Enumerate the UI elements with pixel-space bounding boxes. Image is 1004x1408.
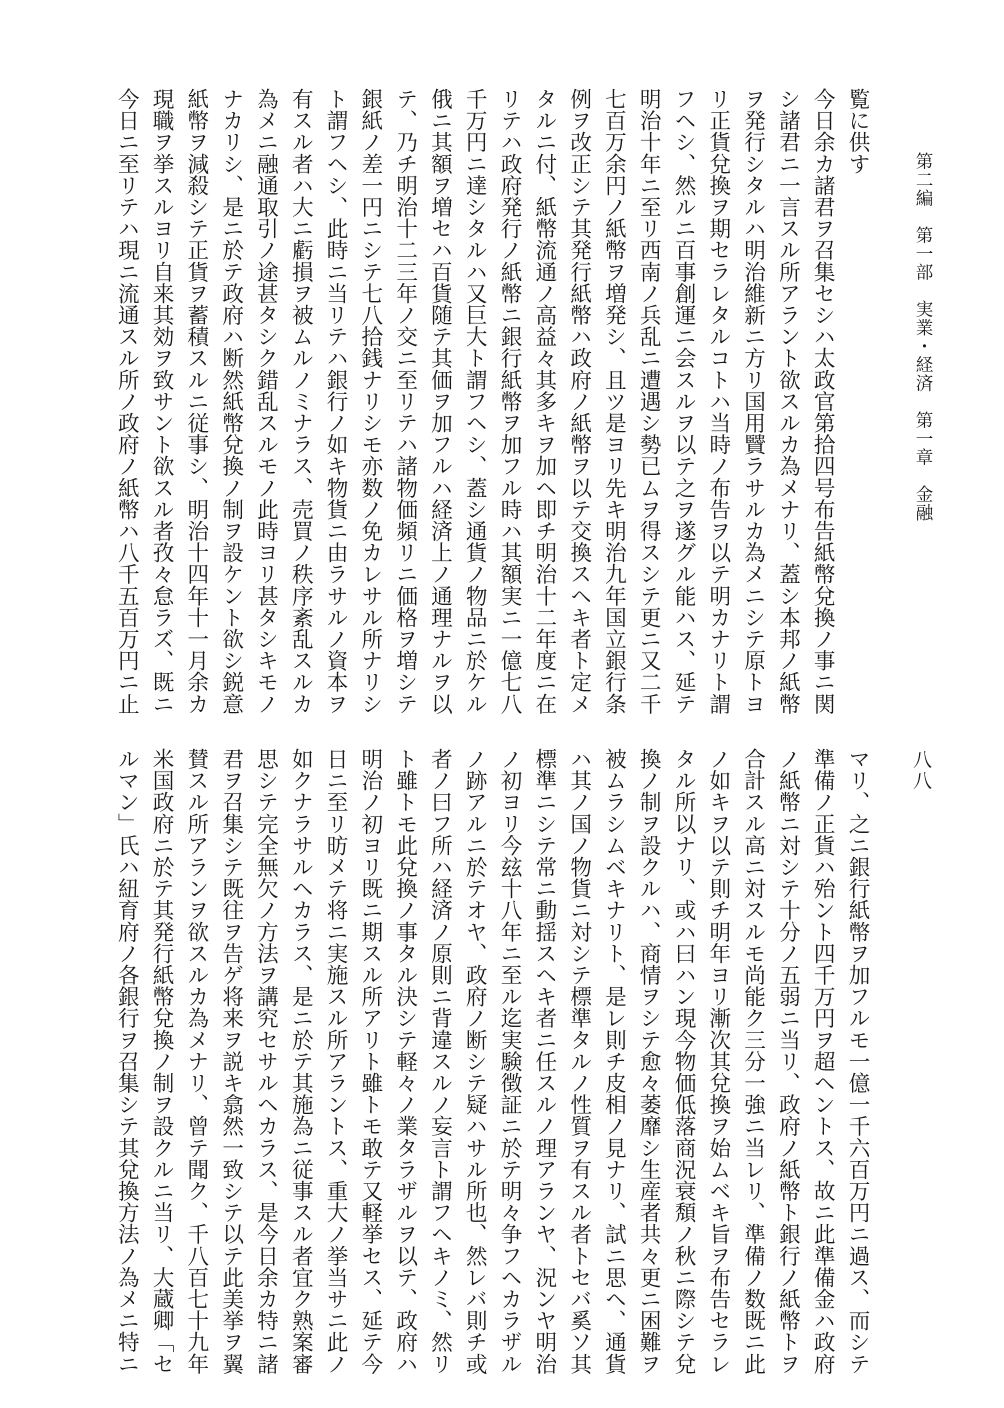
text-column: 合計スル高ニ対スルモ尚能ク三分一強ニ当レリ、準備ノ数既ニ此 bbox=[740, 748, 766, 1375]
text-column: ト雖トモ此兌換ノ事タル決シテ軽々ノ業タラザルヲ以テ、政府ハ bbox=[392, 748, 418, 1375]
text-column: 明治ノ初ヨリ既ニ期スル所アリト雖トモ敢テ又軽挙セス、延テ今 bbox=[357, 748, 383, 1375]
text-column: 為メニ融通取引ノ途甚タシク錯乱スルモノ此時ヨリ甚タシキモノ bbox=[253, 88, 279, 715]
text-column: 銀紙ノ差一円ニシテ七八拾銭ナリシモ亦数ノ免カレサル所ナリシ bbox=[357, 88, 383, 715]
text-column: 七百万余円ノ紙幣ヲ増発シ、且ツ是ヨリ先キ明治九年国立銀行条 bbox=[601, 88, 627, 715]
text-column: リテハ政府発行ノ紙幣ニ銀行紙幣ヲ加フル時ハ其額実ニ一億七八 bbox=[497, 88, 523, 715]
text-column: ヲ発行シタルハ明治維新ニ方リ国用贒ラサルカ為メニシテ原トヨ bbox=[740, 88, 766, 715]
text-column: 被ムラシムベキナリト、是レ則チ皮相ノ見ナリ、試ニ思ヘ、通貨 bbox=[601, 748, 627, 1375]
text-column: 米国政府ニ於テ其発行紙幣兌換ノ制ヲ設クルニ当リ、大蔵卿「セ bbox=[149, 748, 175, 1375]
text-column: 日ニ至リ昉メテ将ニ実施スル所アラントス、重大ノ挙当サニ此ノ bbox=[323, 748, 349, 1375]
text-column: タル所以ナリ、或ハ曰ハン現今物価低落商況衰頽ノ秋ニ際シテ兌 bbox=[671, 748, 697, 1375]
text-column: ト謂フヘシ、此時ニ当リテハ銀行ノ如キ物貨ニ由ラサルノ資本ヲ bbox=[323, 88, 349, 715]
text-column: 標準ニシテ常ニ動揺スヘキ者ニ任スルノ理アランヤ、況ンヤ明治 bbox=[531, 748, 557, 1375]
text-column: テ、乃チ明治十二三年ノ交ニ至リテハ諸物価頻リニ価格ヲ増シテ bbox=[392, 88, 418, 715]
text-column: ナカリシ、是ニ於テ政府ハ断然紙幣兌換ノ制ヲ設ケント欲シ鋭意 bbox=[218, 88, 244, 715]
text-column: 俄ニ其額ヲ増セハ百貨随テ其価ヲ加フルハ経済上ノ通理ナルヲ以 bbox=[427, 88, 453, 715]
text-column: 君ヲ召集シテ既往ヲ告ゲ将来ヲ説キ翕然一致シテ以テ此美挙ヲ翼 bbox=[218, 748, 244, 1375]
text-column: ハ其ノ国ノ物貨ニ対シテ標準タルノ性質ヲ有スル者トセバ奚ソ其 bbox=[566, 748, 592, 1375]
text-column: 有スル者ハ大ニ虧損ヲ被ムルノミナラス、売買ノ秩序紊乱スルカ bbox=[288, 88, 314, 715]
running-header: 第二編 第一部 実業・経済 第一章 金融 bbox=[913, 152, 933, 522]
text-column: 覧に供す bbox=[845, 88, 870, 175]
text-column: 今日余カ諸君ヲ召集セシハ太政官第拾四号布告紙幣兌換ノ事ニ関 bbox=[810, 88, 836, 715]
text-column: フヘシ、然ルニ百事創運ニ会スルヲ以テ之ヲ遂グル能ハス、延テ bbox=[671, 88, 697, 715]
text-column: 者ノ曰フ所ハ経済ノ原則ニ背違スルノ妄言ト謂フヘキノミ、然リ bbox=[427, 748, 453, 1375]
lower-text-block bbox=[108, 748, 874, 1375]
text-column: リ正貨兌換ヲ期セラレタルコトハ当時ノ布告ヲ以テ明カナリト謂 bbox=[705, 88, 731, 715]
text-column: シ諸君ニ一言スル所アラント欲スルカ為メナリ、蓋シ本邦ノ紙幣 bbox=[775, 88, 801, 715]
text-column: 明治十年ニ至リ西南ノ兵乱ニ遭遇シ勢已ムヲ得スシテ更ニ又二千 bbox=[636, 88, 662, 715]
text-column: 今日ニ至リテハ現ニ流通スル所ノ政府ノ紙幣ハ八千五百万円ニ止 bbox=[114, 88, 140, 715]
text-column: マリ、之ニ銀行紙幣ヲ加フルモ一億一千六百万円ニ過ス、而シテ bbox=[845, 748, 870, 1375]
text-column: 現職ヲ挙スルヨリ自来其効ヲ致サント欲スル者孜々怠ラズ、既ニ bbox=[149, 88, 175, 715]
text-column: 如クナラサルヘカラス、是ニ於テ其施為ニ従事スル者宜ク熟案審 bbox=[288, 748, 314, 1375]
text-column: ノ跡アルニ於テオヤ、政府ノ断シテ疑ハサル所也、然レバ則チ或 bbox=[462, 748, 488, 1375]
text-column: 賛スル所アランヲ欲スルカ為メナリ、曾テ聞ク、千八百七十九年 bbox=[183, 748, 209, 1375]
text-column: 思シテ完全無欠ノ方法ヲ講究セサルヘカラス、是今日余カ特ニ諸 bbox=[253, 748, 279, 1375]
text-column: ノ如キヲ以テ則チ明年ヨリ漸次其兌換ヲ始ムベキ旨ヲ布告セラレ bbox=[705, 748, 731, 1375]
text-column: 換ノ制ヲ設クルハ、商情ヲシテ愈々萎靡シ生産者共々更ニ困難ヲ bbox=[636, 748, 662, 1375]
text-column: 準備ノ正貨ハ殆ント四千万円ヲ超ヘントス、故ニ此準備金ハ政府 bbox=[810, 748, 836, 1375]
text-column: タルニ付、紙幣流通ノ高益々其多キヲ加ヘ即チ明治十二年度ニ在 bbox=[531, 88, 557, 715]
text-column: 紙幣ヲ減殺シテ正貨ヲ蓄積スルニ従事シ、明治十四年十一月余カ bbox=[183, 88, 209, 715]
upper-text-block bbox=[108, 88, 874, 715]
text-column: ノ初ヨリ今玆十八年ニ至ル迄実験徴証ニ於テ明々争フヘカラザル bbox=[497, 748, 523, 1375]
text-column: 例ヲ改正シテ其発行紙幣ハ政府ノ紙幣ヲ以テ交換スヘキ者ト定メ bbox=[566, 88, 592, 715]
page-number: 八八 bbox=[910, 750, 932, 792]
text-column: ルマン」氏ハ紐育府ノ各銀行ヲ召集シテ其兌換方法ノ為メニ特ニ bbox=[114, 748, 140, 1375]
text-column: ノ紙幣ニ対シテ十分ノ五弱ニ当リ、政府ノ紙幣ト銀行ノ紙幣トヲ bbox=[775, 748, 801, 1375]
text-column: 千万円ニ達シタルハ又巨大ト謂フヘシ、蓋シ通貨ノ物品ニ於ケル bbox=[462, 88, 488, 715]
